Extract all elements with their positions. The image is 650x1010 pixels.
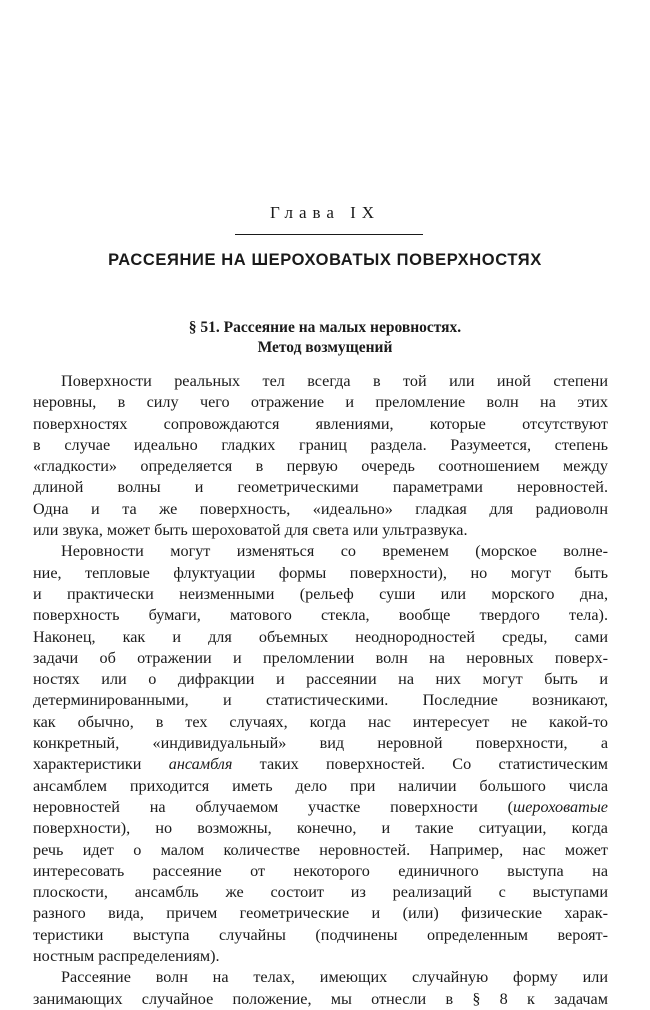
text-line: задачи об отражении и преломлении волн на неровных поверх- xyxy=(33,648,608,667)
text-line: Поверхности реальных тел всегда в той или иной степени xyxy=(61,372,608,390)
text-line: ностях или о дифракции и рассеянии на них могут быть и xyxy=(33,670,608,689)
text-line: поверхности), но возможны, конечно, и такие ситуации, когда xyxy=(33,819,608,838)
text-line: теристики выступа случайны (подчинены определенным вероят- xyxy=(33,925,608,944)
text-line: Рассеяние волн на телах, имеющих случайную форму или xyxy=(61,968,608,987)
text-line: как обычно, в тех случаях, когда нас интересует не какой-то xyxy=(33,712,608,731)
text-line: детерминированными, и статистическими. Последние возникают, xyxy=(33,691,608,710)
text-line: Неровности могут изменяться со временем (морское волне- xyxy=(61,542,608,561)
text-segment: таких поверхностей. Со статистическим xyxy=(259,755,609,774)
text-line: поверхностях сопровождаются явлениями, которые отсутствуют xyxy=(33,414,608,433)
text-line: или звука, может быть шероховатой для света или ультразвука. xyxy=(33,521,468,540)
text-line: «гладкости» определяется в первую очередь соотношением между xyxy=(33,457,608,476)
text-line: занимающих случайное положение, мы отнесли в § 8 к задачам xyxy=(33,989,608,1008)
text-line: речь идет о малом количестве неровностей. Например, нас может xyxy=(33,840,608,859)
text-segment: неровностей на облучаемом участке поверхности ( xyxy=(33,797,513,816)
text-line: Наконец, как и для объемных неоднородностей среды, сами xyxy=(33,627,608,646)
chapter-label: Глава IX xyxy=(269,203,381,222)
text-line: интересовать рассеяние от некоторого единичного выступа на xyxy=(33,861,608,880)
text-line: Одна и та же поверхность, «идеально» гладкая для радиоволн xyxy=(33,499,608,518)
section-title-line-2: Метод возмущений xyxy=(257,339,393,356)
text-line: поверхность бумаги, матового стекла, вообще твердого тела). xyxy=(33,606,608,625)
text-line: длиной волны и геометрическими параметрами неровностей. xyxy=(33,478,608,497)
text-line: разного вида, причем геометрические и (или) физические харак- xyxy=(33,904,608,923)
chapter-title: РАССЕЯНИЕ НА ШЕРОХОВАТЫХ ПОВЕРХНОСТЯХ xyxy=(108,251,542,269)
emphasis-text: шероховатые xyxy=(513,797,608,816)
text-line: в случае идеально гладких границ раздела. Разумеется, степень xyxy=(33,435,608,454)
text-line: конкретный, «индивидуальный» вид неровной поверхности, а xyxy=(33,734,608,753)
text-segment: характеристики xyxy=(33,755,142,774)
text-line: неровны, в силу чего отражение и преломление волн на этих xyxy=(33,393,608,412)
text-line: ностным распределениям). xyxy=(33,947,220,966)
body-text xyxy=(33,371,608,1010)
section-title-line-1: § 51. Рассеяние на малых неровностях. xyxy=(188,319,462,336)
text-line: ансамблем приходится иметь дело при наличии большого числа xyxy=(33,776,608,795)
text-line xyxy=(33,797,608,818)
text-line: и практически неизменными (рельеф суши или морского дна, xyxy=(33,584,608,603)
chapter-divider xyxy=(235,234,423,235)
emphasis-text: ансамбля xyxy=(168,755,233,774)
section-title xyxy=(0,318,650,358)
text-line xyxy=(33,754,608,775)
text-line: ние, тепловые флуктуации формы поверхности), но могут быть xyxy=(33,563,608,582)
text-line: плоскости, ансамбль же состоит из реализаций с выступами xyxy=(33,883,608,902)
